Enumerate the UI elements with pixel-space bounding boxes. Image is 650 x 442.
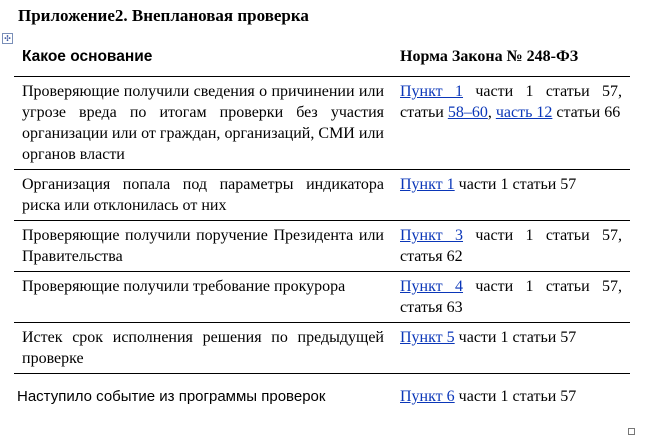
law-reference-text: статьи 66	[552, 104, 621, 121]
law-reference-link[interactable]: Пункт 3	[400, 227, 464, 244]
basis-cell: Организация попала под параметры индикатора риска или отклонилась от них	[14, 170, 392, 221]
basis-cell: Наступило событие из программы проверок	[14, 374, 392, 412]
table-header-row	[14, 40, 630, 77]
basis-cell: Проверяющие получили требование прокурора	[14, 272, 392, 323]
law-reference-text: части 1 статьи 57, статьи	[400, 83, 622, 121]
law-norm-cell	[392, 374, 630, 412]
table-row	[14, 374, 630, 412]
law-reference-text: части 1 статьи 57, статья 63	[400, 278, 622, 316]
law-reference-text: части 1 статьи 57, статья 62	[400, 227, 622, 265]
law-norm-cell	[392, 323, 630, 374]
basis-table	[14, 40, 630, 411]
table-resize-handle-icon[interactable]	[628, 428, 635, 435]
law-reference-text: ,	[487, 104, 496, 121]
law-norm-cell	[392, 221, 630, 272]
header-law-norm: Норма Закона № 248-ФЗ	[400, 48, 579, 65]
law-reference-text: части 1 статьи 57	[454, 388, 577, 405]
law-norm-cell	[392, 77, 630, 170]
basis-cell: Проверяющие получили поручение Президента или Правительства	[14, 221, 392, 272]
table-row	[14, 170, 630, 221]
law-reference-link[interactable]: Пункт 1	[400, 83, 464, 100]
table-row	[14, 323, 630, 374]
basis-cell: Истек срок исполнения решения по предыдущей проверке	[14, 323, 392, 374]
page-title: Приложение2. Внеплановая проверка	[18, 6, 309, 25]
law-reference-link[interactable]: Пункт 4	[400, 278, 464, 295]
law-reference-text: части 1 статьи 57	[454, 176, 577, 193]
law-reference-link[interactable]: 58–60	[447, 104, 488, 121]
table-row	[14, 77, 630, 170]
header-basis: Какое основание	[22, 48, 153, 65]
basis-cell: Проверяющие получили сведения о причинении или угрозе вреда по итогам проверки без участия организации или от граждан, организаций, СМИ или органов власти	[14, 77, 392, 170]
table-move-icon[interactable]: ✣	[2, 33, 13, 44]
table-row	[14, 272, 630, 323]
table-row	[14, 221, 630, 272]
law-norm-cell	[392, 170, 630, 221]
law-reference-link[interactable]: Пункт 5	[400, 329, 455, 346]
law-reference-text: части 1 статьи 57	[454, 329, 577, 346]
law-norm-cell	[392, 272, 630, 323]
law-reference-link[interactable]: Пункт 1	[400, 176, 455, 193]
law-reference-link[interactable]: Пункт 6	[400, 388, 455, 405]
law-reference-link[interactable]: часть 12	[495, 104, 553, 121]
